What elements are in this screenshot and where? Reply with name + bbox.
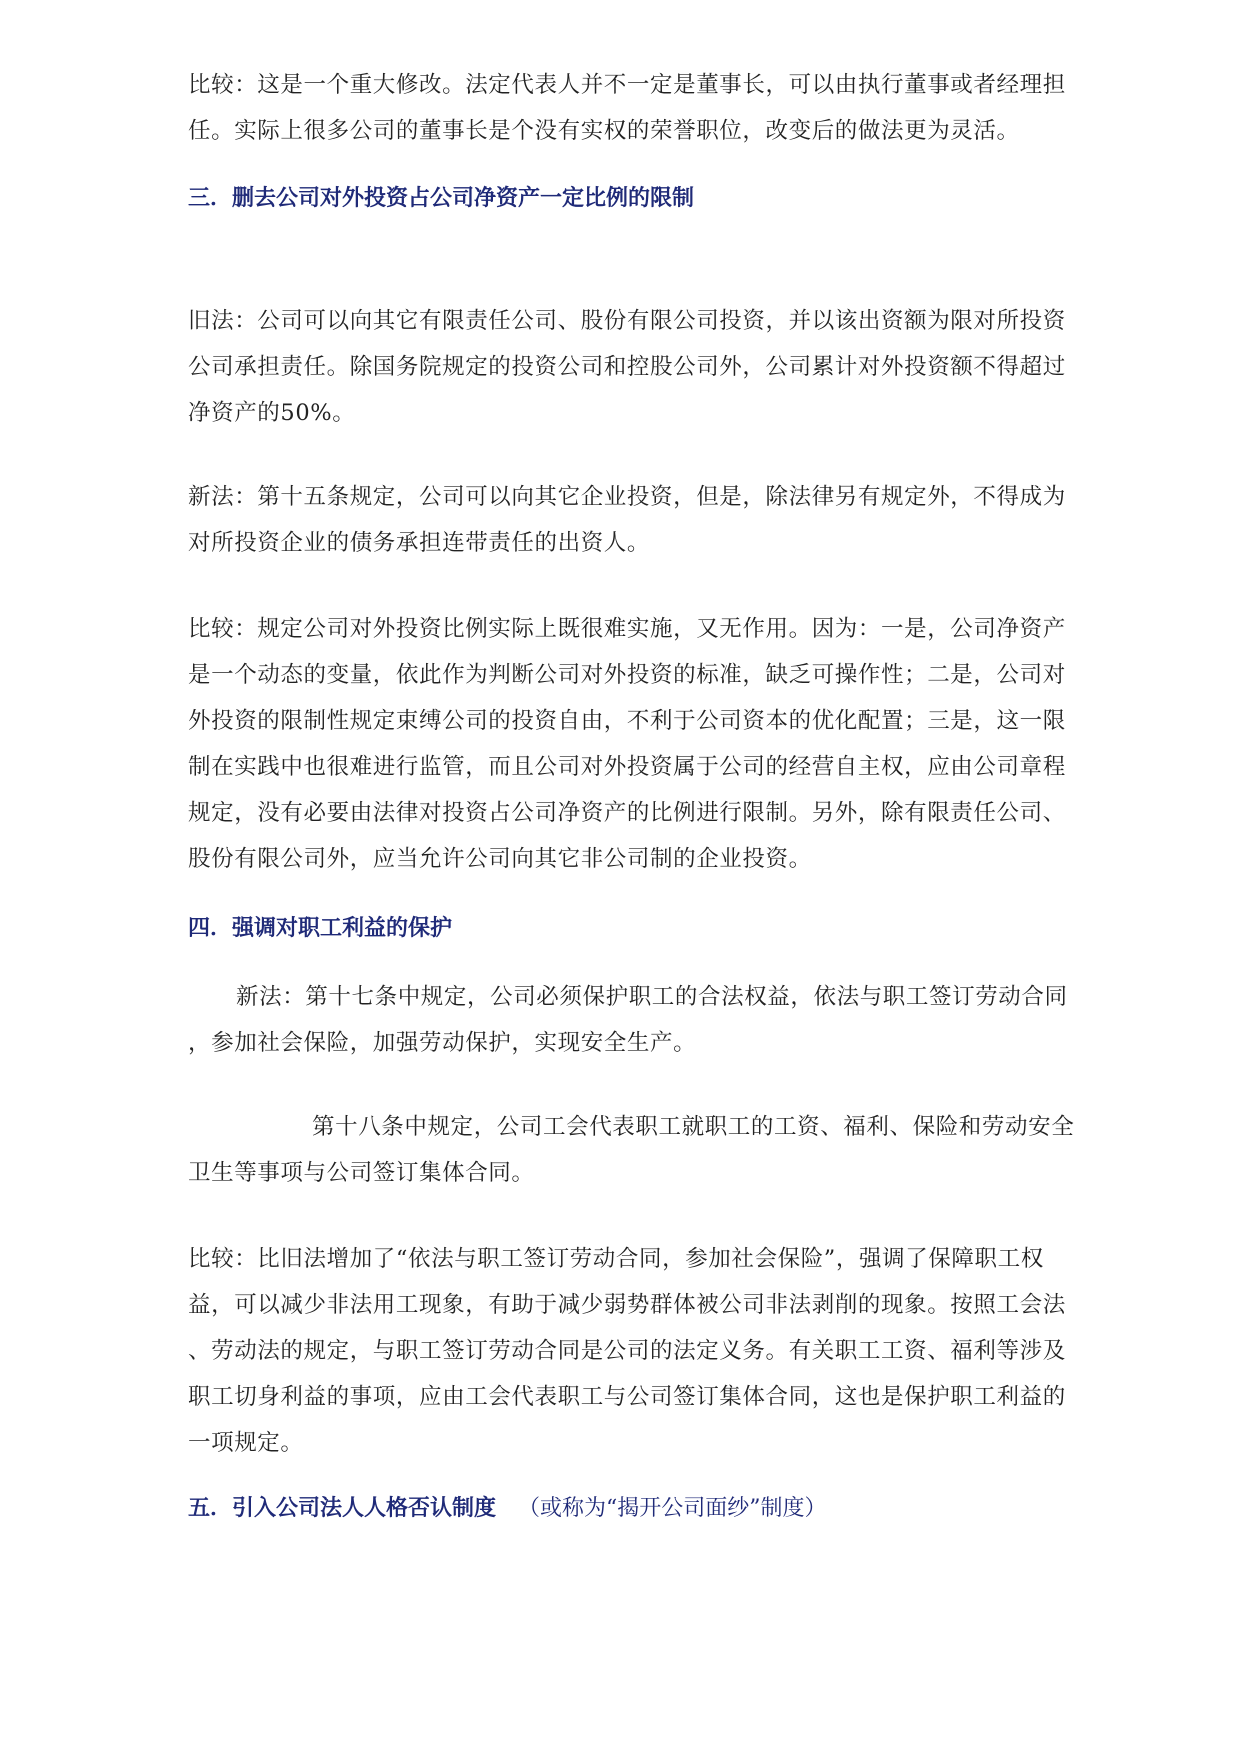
paragraph-new-law-employee <box>188 974 1128 1066</box>
section-heading-4-title: 四．强调对职工利益的保护 <box>188 916 453 941</box>
paragraph-old-law-investment <box>188 298 1128 436</box>
text-line: 第十八条中规定，公司工会代表职工就职工的工资、福利、保险和劳动安全 <box>312 1114 1075 1140</box>
section-heading-5-title: 五．引入公司法人人格否认制度 <box>188 1496 497 1521</box>
paragraph-comparison-legal-representative <box>188 62 1128 154</box>
text-line: 规定，没有必要由法律对投资占公司净资产的比例进行限制。另外，除有限责任公司、 <box>188 800 1066 826</box>
text-line: ，参加社会保险，加强劳动保护，实现安全生产。 <box>188 1030 697 1056</box>
text-line: 对所投资企业的债务承担连带责任的出资人。 <box>188 530 651 556</box>
section-heading-3 <box>188 176 1128 222</box>
text-line: 新法：第十七条中规定，公司必须保护职工的合法权益，依法与职工签订劳动合同 <box>236 984 1068 1010</box>
text-line: 外投资的限制性规定束缚公司的投资自由，不利于公司资本的优化配置；三是，这一限 <box>188 708 1066 734</box>
text-line: 旧法：公司可以向其它有限责任公司、股份有限公司投资，并以该出资额为限对所投资 <box>188 308 1066 334</box>
text-line: 益，可以减少非法用工现象，有助于减少弱势群体被公司非法剥削的现象。按照工会法 <box>188 1292 1066 1318</box>
text-line: 比较：规定公司对外投资比例实际上既很难实施，又无作用。因为：一是，公司净资产 <box>188 616 1066 642</box>
text-line: 制在实践中也很难进行监管，而且公司对外投资属于公司的经营自主权，应由公司章程 <box>188 754 1066 780</box>
document-page <box>188 62 1128 1532</box>
text-line: 新法：第十五条规定，公司可以向其它企业投资，但是，除法律另有规定外，不得成为 <box>188 484 1066 510</box>
section-heading-5 <box>188 1486 1128 1532</box>
text-line: 、劳动法的规定，与职工签订劳动合同是公司的法定义务。有关职工工资、福利等涉及 <box>188 1338 1066 1364</box>
text-line: 比较：这是一个重大修改。法定代表人并不一定是董事长，可以由执行董事或者经理担 <box>188 72 1066 98</box>
paragraph-comparison-investment <box>188 606 1128 882</box>
text-line: 净资产的50%。 <box>188 400 356 426</box>
text-line: 任。实际上很多公司的董事长是个没有实权的荣誉职位，改变后的做法更为灵活。 <box>188 118 1020 144</box>
section-heading-3-title: 三．删去公司对外投资占公司净资产一定比例的限制 <box>188 186 695 211</box>
section-heading-4 <box>188 906 1128 952</box>
text-line: 股份有限公司外，应当允许公司向其它非公司制的企业投资。 <box>188 846 812 872</box>
text-line: 公司承担责任。除国务院规定的投资公司和控股公司外，公司累计对外投资额不得超过 <box>188 354 1066 380</box>
text-line: 一项规定。 <box>188 1430 304 1456</box>
section-heading-5-note: （或称为“揭开公司面纱”制度） <box>518 1496 827 1521</box>
text-line: 是一个动态的变量，依此作为判断公司对外投资的标准，缺乏可操作性；二是，公司对 <box>188 662 1066 688</box>
text-line: 比较：比旧法增加了“依法与职工签订劳动合同，参加社会保险”，强调了保障职工权 <box>188 1246 1044 1272</box>
text-line: 职工切身利益的事项，应由工会代表职工与公司签订集体合同，这也是保护职工利益的 <box>188 1384 1066 1410</box>
paragraph-article-18 <box>188 1104 1128 1196</box>
text-line: 卫生等事项与公司签订集体合同。 <box>188 1160 535 1186</box>
paragraph-comparison-employee <box>188 1236 1128 1466</box>
paragraph-new-law-investment <box>188 474 1128 566</box>
